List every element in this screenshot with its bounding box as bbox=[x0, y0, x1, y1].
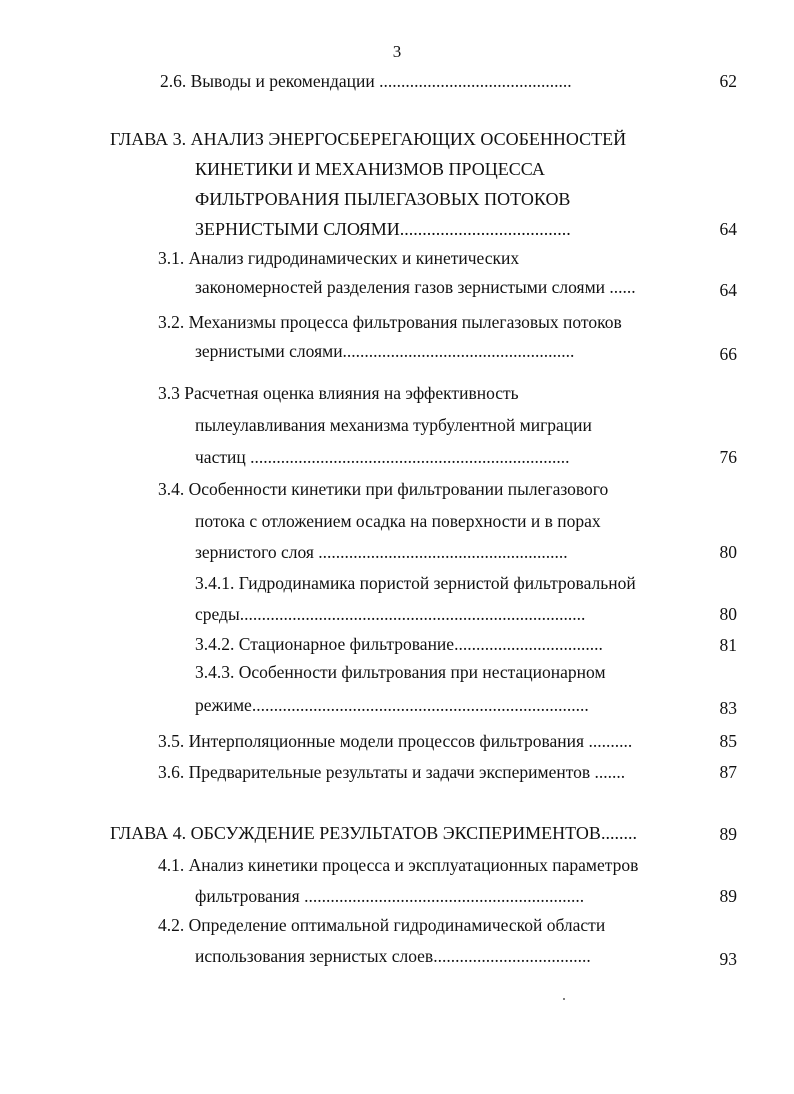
toc-entry-4-2-line-2: использования зернистых слоев.................................... bbox=[195, 946, 591, 966]
toc-entry-3-4-3-line-1: 3.4.3. Особенности фильтрования при нестационарном bbox=[195, 662, 606, 682]
toc-entry-3-4-2-page: 81 bbox=[719, 635, 737, 655]
toc-chapter-4-page: 89 bbox=[719, 824, 737, 844]
toc-entry-4-1-line-1: 4.1. Анализ кинетики процесса и эксплуатационных параметров bbox=[158, 855, 639, 875]
toc-entry-3-4-1-page: 80 bbox=[719, 604, 737, 624]
toc-entry-3-2-line-1: 3.2. Механизмы процесса фильтрования пылегазовых потоков bbox=[158, 312, 622, 332]
toc-chapter-3-line-2: КИНЕТИКИ И МЕХАНИЗМОВ ПРОЦЕССА bbox=[195, 159, 545, 179]
toc-entry-4-2-line-1: 4.2. Определение оптимальной гидродинамической области bbox=[158, 915, 606, 935]
toc-chapter-4-line-1: ГЛАВА 4. ОБСУЖДЕНИЕ РЕЗУЛЬТАТОВ ЭКСПЕРИМЕНТОВ........ bbox=[110, 823, 637, 843]
toc-entry-3-3-line-2: пылеулавливания механизма турбулентной миграции bbox=[195, 415, 592, 435]
toc-entry-3-1-line-2: закономерностей разделения газов зернистыми слоями ...... bbox=[195, 277, 636, 297]
toc-entry-3-2-page: 66 bbox=[719, 344, 737, 364]
toc-entry-3-4-3-line-2: режиме............................................................................. bbox=[195, 695, 589, 715]
toc-entry-3-6-line-1: 3.6. Предварительные результаты и задачи экспериментов ....... bbox=[158, 762, 626, 782]
toc-entry-3-1-page: 64 bbox=[719, 280, 737, 300]
toc-entry-3-3-line-3: частиц ......................................................................... bbox=[195, 447, 570, 467]
toc-entry-4-1-page: 89 bbox=[719, 886, 737, 906]
toc-entry-4-1-line-2: фильтрования ................................................................ bbox=[195, 886, 585, 906]
page-number: 3 bbox=[392, 42, 402, 61]
toc-entry-3-6-page: 87 bbox=[719, 762, 737, 782]
toc-entry-3-4-3-page: 83 bbox=[719, 698, 737, 718]
toc-entry-2-6-page: 62 bbox=[719, 71, 737, 91]
toc-entry-3-4-1-line-2: среды............................................................................... bbox=[195, 604, 586, 624]
toc-entry-3-2-line-2: зернистыми слоями..................................................... bbox=[195, 341, 575, 361]
toc-entry-3-1-line-1: 3.1. Анализ гидродинамических и кинетических bbox=[158, 248, 520, 268]
toc-chapter-3-line-4: ЗЕРНИСТЫМИ СЛОЯМИ...................................... bbox=[195, 219, 571, 239]
toc-entry-3-4-line-2: потока с отложением осадка на поверхности и в порах bbox=[195, 511, 601, 531]
toc-entry-3-4-line-1: 3.4. Особенности кинетики при фильтровании пылегазового bbox=[158, 479, 609, 499]
toc-entry-3-4-line-3: зернистого слоя ......................................................... bbox=[195, 542, 568, 562]
toc-chapter-3-line-1: ГЛАВА 3. АНАЛИЗ ЭНЕРГОСБЕРЕГАЮЩИХ ОСОБЕННОСТЕЙ bbox=[110, 129, 627, 149]
toc-entry-3-3-line-1: 3.3 Расчетная оценка влияния на эффективность bbox=[158, 383, 519, 403]
toc-entry-3-4-1-line-1: 3.4.1. Гидродинамика пористой зернистой фильтровальной bbox=[195, 573, 636, 593]
toc-chapter-3-page: 64 bbox=[719, 219, 737, 239]
toc-entry-4-2-page: 93 bbox=[719, 949, 737, 969]
toc-entry-3-4-2-line-1: 3.4.2. Стационарное фильтрование.................................. bbox=[195, 634, 603, 654]
scan-artifact-dot bbox=[563, 998, 565, 1000]
toc-entry-3-5-line-1: 3.5. Интерполяционные модели процессов фильтрования .......... bbox=[158, 731, 633, 751]
toc-entry-3-4-page: 80 bbox=[719, 542, 737, 562]
toc-entry-3-5-page: 85 bbox=[719, 731, 737, 751]
toc-chapter-3-line-3: ФИЛЬТРОВАНИЯ ПЫЛЕГАЗОВЫХ ПОТОКОВ bbox=[195, 189, 571, 209]
toc-entry-3-3-page: 76 bbox=[719, 447, 737, 467]
toc-entry-2-6-line-1: 2.6. Выводы и рекомендации ............................................ bbox=[160, 71, 572, 91]
